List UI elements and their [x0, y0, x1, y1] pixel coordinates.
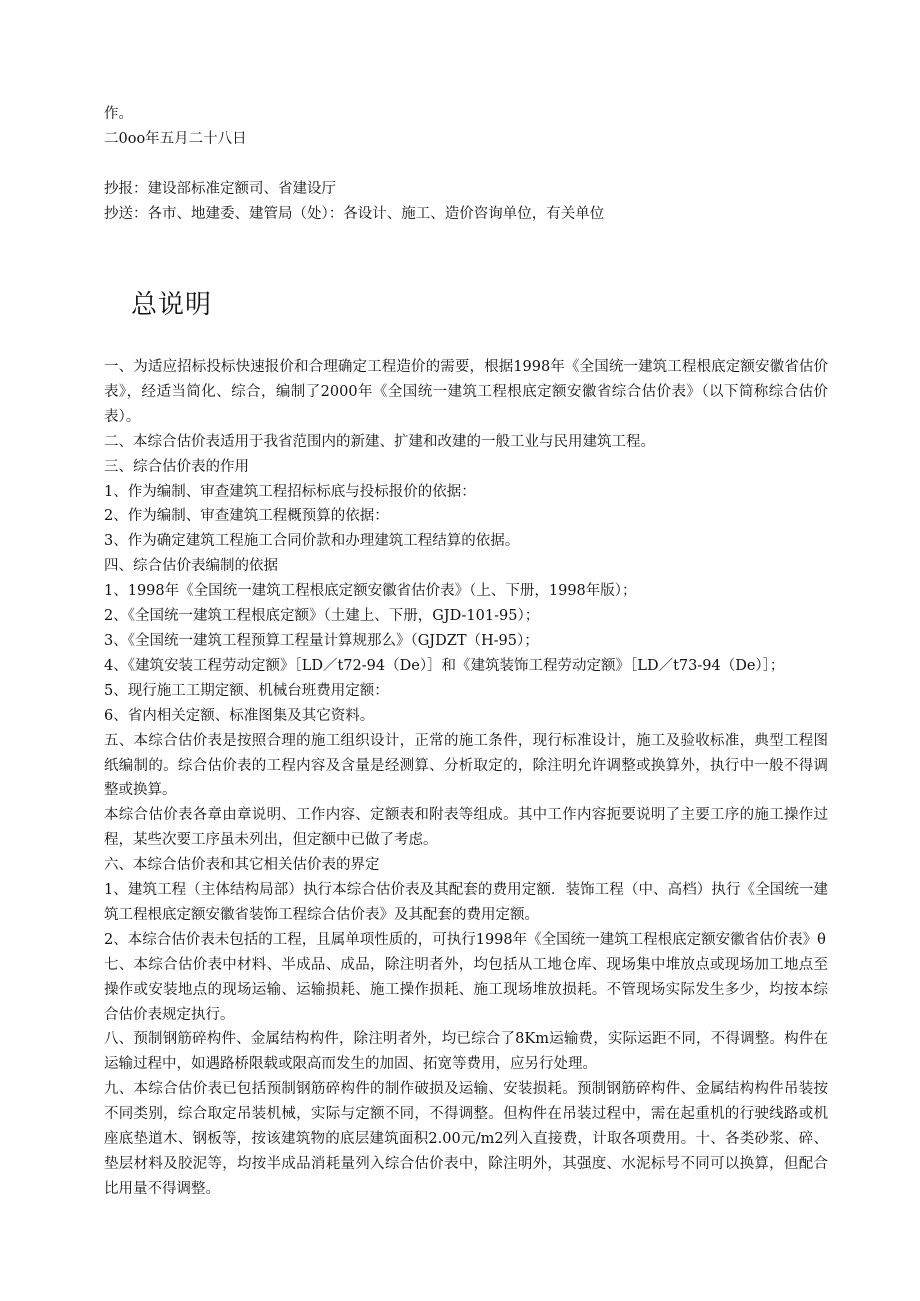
paragraph: 2、《全国统一建筑工程根底定额》（土建上、下册，GJD-101-95）； [104, 608, 540, 625]
cc-report-line: 抄报：建设部标准定额司、省建设厅 [104, 181, 336, 197]
paragraph: 6、省内相关定额、标准图集及其它资料。 [104, 707, 375, 724]
paragraph: 4、《建筑安装工程劳动定额》［LD／t72-94（De）］和《建筑装饰工程劳动定额》［LD／t73-94（De）］； [104, 657, 785, 674]
section-body [104, 355, 828, 1202]
paragraph: 二、本综合估价表适用于我省范围内的新建、扩建和改建的一般工业与民用建筑工程。 [104, 433, 655, 450]
paragraph: 一、为适应招标投标快速报价和合理确定工程造价的需要，根据1998年《全国统一建筑工程根底定额安徽省估价表》，经适当简化、综合，编制了2000年《全国统一建筑工程根底定额安徽省综合估价表》（以下简称综合估价表）。 [104, 359, 828, 425]
paragraph: 5、现行施工工期定额、机械台班费用定额： [104, 682, 389, 699]
issue-date: 二0oo年五月二十八日 [104, 131, 247, 147]
paragraph: 1、建筑工程（主体结构局部）执行本综合估价表及其配套的费用定额．装饰工程（中、高档）执行《全国统一建筑工程根底定额安徽省装饰工程综合估价表》及其配套的费用定额。 [104, 882, 828, 923]
blank-line [104, 152, 824, 177]
text-line-continuation: 作。 [104, 106, 133, 122]
paragraph: 五、本综合估价表是按照合理的施工组织设计，正常的施工条件，现行标准设计，施工及验收标准，典型工程图纸编制的。综合估价表的工程内容及含量是经测算、分析取定的，除注明允许调整或换算外，执行中一般不得调整或换算。 [104, 732, 828, 799]
letter-closing [104, 102, 824, 227]
paragraph: 六、本综合估价表和其它相关估价表的界定 [104, 857, 380, 874]
cc-send-line: 抄送：各市、地建委、建管局（处）：各设计、施工、造价咨询单位，有关单位 [104, 206, 605, 222]
paragraph: 七、本综合估价表中材料、半成品、成品，除注明者外，均包括从工地仓库、现场集中堆放点或现场加工地点至操作或安装地点的现场运输、运输损耗、施工操作损耗、施工现场堆放损耗。不管现场实际发生多少，均按本综合估价表规定执行。 [104, 956, 828, 1023]
paragraph: 三、综合估价表的作用 [104, 458, 249, 475]
paragraph: 四、综合估价表编制的依据 [104, 558, 278, 575]
paragraph: 1、作为编制、审查建筑工程招标标底与投标报价的依据： [104, 483, 476, 500]
paragraph: 3、《全国统一建筑工程预算工程量计算规那么》（GJDZT（H-95）； [104, 632, 539, 649]
paragraph: 1、1998年《全国统一建筑工程根底定额安徽省估价表》（上、下册，1998年版）； [104, 583, 637, 600]
paragraph: 八、预制钢筋碎构件、金属结构构件，除注明者外，均已综合了8Km运输费，实际运距不同，不得调整。构件在运输过程中，如遇路桥限载或限高而发生的加固、拓宽等费用，应另行处理。 [104, 1031, 828, 1073]
paragraph: 3、作为确定建筑工程施工合同价款和办理建筑工程结算的依据。 [104, 533, 520, 550]
paragraph: 九、本综合估价表已包括预制钢筋碎构件的制作破损及运输、安装损耗。预制钢筋碎构件、金属结构构件吊装按不同类别，综合取定吊装机械，实际与定额不同，不得调整。但构件在吊装过程中，需在起重机的行驶线路或机座底垫道木、钢板等，按该建筑物的底层建筑面积2.00元/m2列入直接费，计取各项费用。十、各类砂浆、碎、垫层材料及胶泥等，均按半成品消耗量列入综合估价表中，除注明外，其强度、水泥标号不同可以换算，但配合比用量不得调整。 [104, 1081, 828, 1197]
paragraph: 本综合估价表各章由章说明、工作内容、定额表和附表等组成。其中工作内容扼要说明了主要工序的施工操作过程，某些次要工序虽未列出，但定额中已做了考虑。 [104, 807, 828, 849]
section-title: 总说明 [131, 290, 213, 320]
paragraph: 2、本综合估价表未包括的工程，且属单项性质的，可执行1998年《全国统一建筑工程根底定额安徽省估价表》θ [104, 931, 826, 948]
paragraph: 2、作为编制、审查建筑工程概预算的依据： [104, 508, 389, 525]
